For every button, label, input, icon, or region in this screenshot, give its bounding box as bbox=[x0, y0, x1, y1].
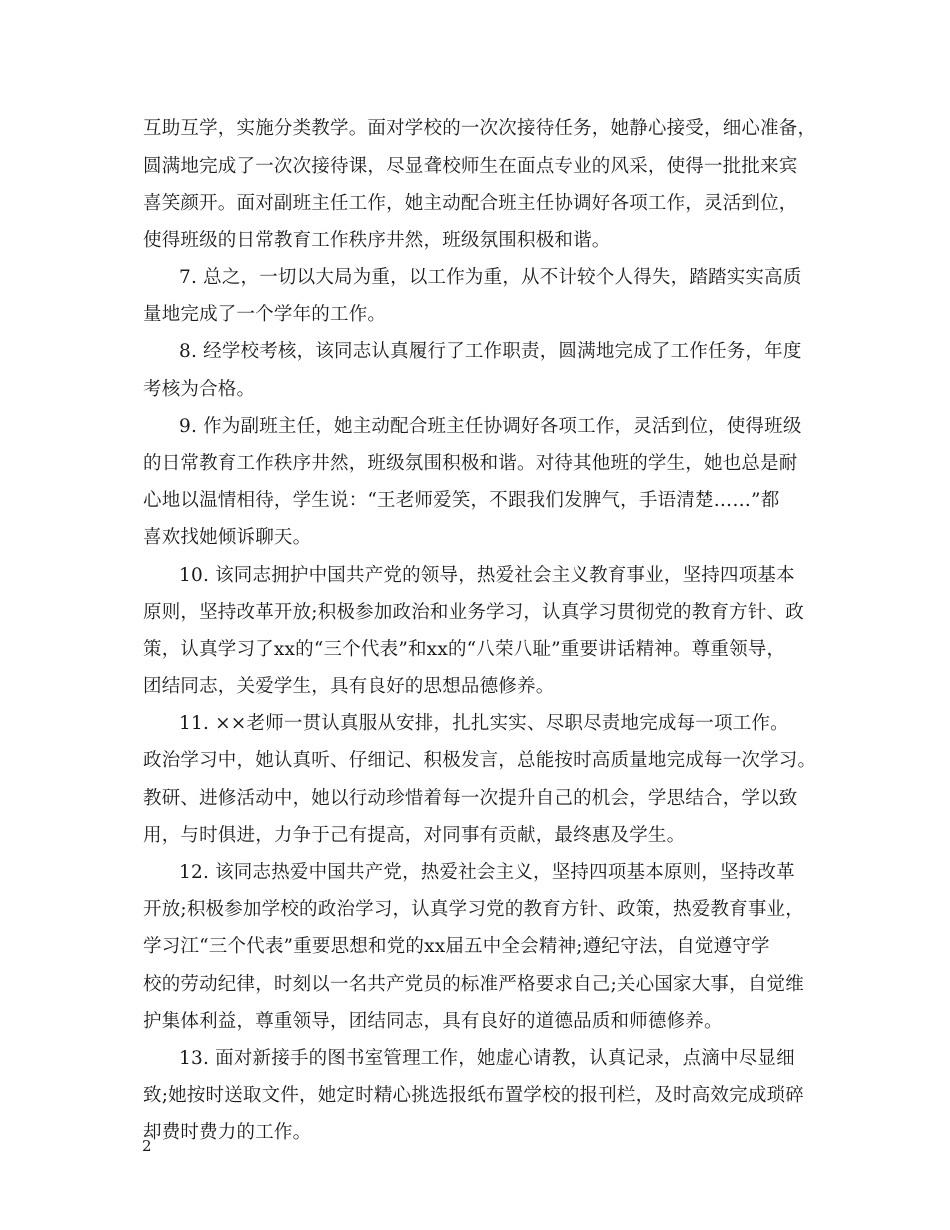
text-line: 9. 作为副班主任，她主动配合班主任协调好各项工作，灵活到位，使得班级 bbox=[179, 416, 802, 437]
text-line: 政治学习中，她认真听、仔细记、积极发言，总能按时高质量地完成每一次学习。 bbox=[143, 750, 817, 771]
text-line: 却费时费力的工作。 bbox=[143, 1122, 312, 1143]
text-line: 8. 经学校考核，该同志认真履行了工作职责，圆满地完成了工作任务，年度 bbox=[179, 341, 802, 362]
text-line: 10. 该同志拥护中国共产党的领导，热爱社会主义教育事业，坚持四项基本 bbox=[179, 565, 795, 586]
text-line: 团结同志，关爱学生，具有良好的思想品德修养。 bbox=[143, 676, 555, 697]
text-line: 学习江“三个代表”重要思想和党的xx届五中全会精神;遵纪守法，自觉遵守学 bbox=[143, 936, 770, 957]
text-line: 互助互学，实施分类教学。面对学校的一次次接待任务，她静心接受，细心准备， bbox=[143, 118, 817, 139]
text-line: 喜欢找她倾诉聊天。 bbox=[143, 527, 312, 548]
text-line: 策，认真学习了xx的“三个代表”和xx的“八荣八耻”重要讲话精神。尊重领导， bbox=[143, 639, 786, 660]
text-line: 13. 面对新接手的图书室管理工作，她虚心请教，认真记录，点滴中尽显细 bbox=[179, 1048, 795, 1069]
text-line: 考核为合格。 bbox=[143, 379, 256, 400]
text-line: 11. ××老师一贯认真服从安排，扎扎实实、尽职尽责地完成每一项工作。 bbox=[179, 713, 789, 734]
text-line: 量地完成了一个学年的工作。 bbox=[143, 304, 387, 325]
page-number: 2 bbox=[142, 1137, 152, 1155]
text-line: 教研、进修活动中，她以行动珍惜着每一次提升自己的机会，学思结合，学以致 bbox=[143, 788, 798, 809]
text-line: 心地以温情相待，学生说：“王老师爱笑，不跟我们发脾气，手语清楚……”都 bbox=[143, 490, 780, 511]
text-line: 使得班级的日常教育工作秩序井然，班级氛围积极和谐。 bbox=[143, 230, 611, 251]
text-line: 喜笑颜开。面对副班主任工作，她主动配合班主任协调好各项工作，灵活到位， bbox=[143, 193, 798, 214]
text-line: 12. 该同志热爱中国共产党，热爱社会主义，坚持四项基本原则，坚持改革 bbox=[179, 862, 795, 883]
text-line: 圆满地完成了一次次接待课，尽显聋校师生在面点专业的风采，使得一批批来宾 bbox=[143, 156, 798, 177]
text-line: 的日常教育工作秩序井然，班级氛围积极和谐。对待其他班的学生，她也总是耐 bbox=[143, 453, 798, 474]
text-line: 开放;积极参加学校的政治学习，认真学习党的教育方针、政策，热爱教育事业， bbox=[143, 899, 804, 920]
text-line: 校的劳动纪律，时刻以一名共产党员的标准严格要求自己;关心国家大事，自觉维 bbox=[143, 974, 804, 995]
text-line: 护集体利益，尊重领导，团结同志，具有良好的道德品质和师德修养。 bbox=[143, 1011, 723, 1032]
text-line: 7. 总之，一切以大局为重，以工作为重，从不计较个人得失，踏踏实实高质 bbox=[179, 267, 802, 288]
text-line: 致;她按时送取文件，她定时精心挑选报纸布置学校的报刊栏，及时高效完成琐碎 bbox=[143, 1085, 804, 1106]
text-line: 用，与时俱进，力争于己有提高，对同事有贡献，最终惠及学生。 bbox=[143, 825, 686, 846]
text-line: 原则，坚持改革开放;积极参加政治和业务学习，认真学习贯彻党的教育方针、政 bbox=[143, 602, 804, 623]
